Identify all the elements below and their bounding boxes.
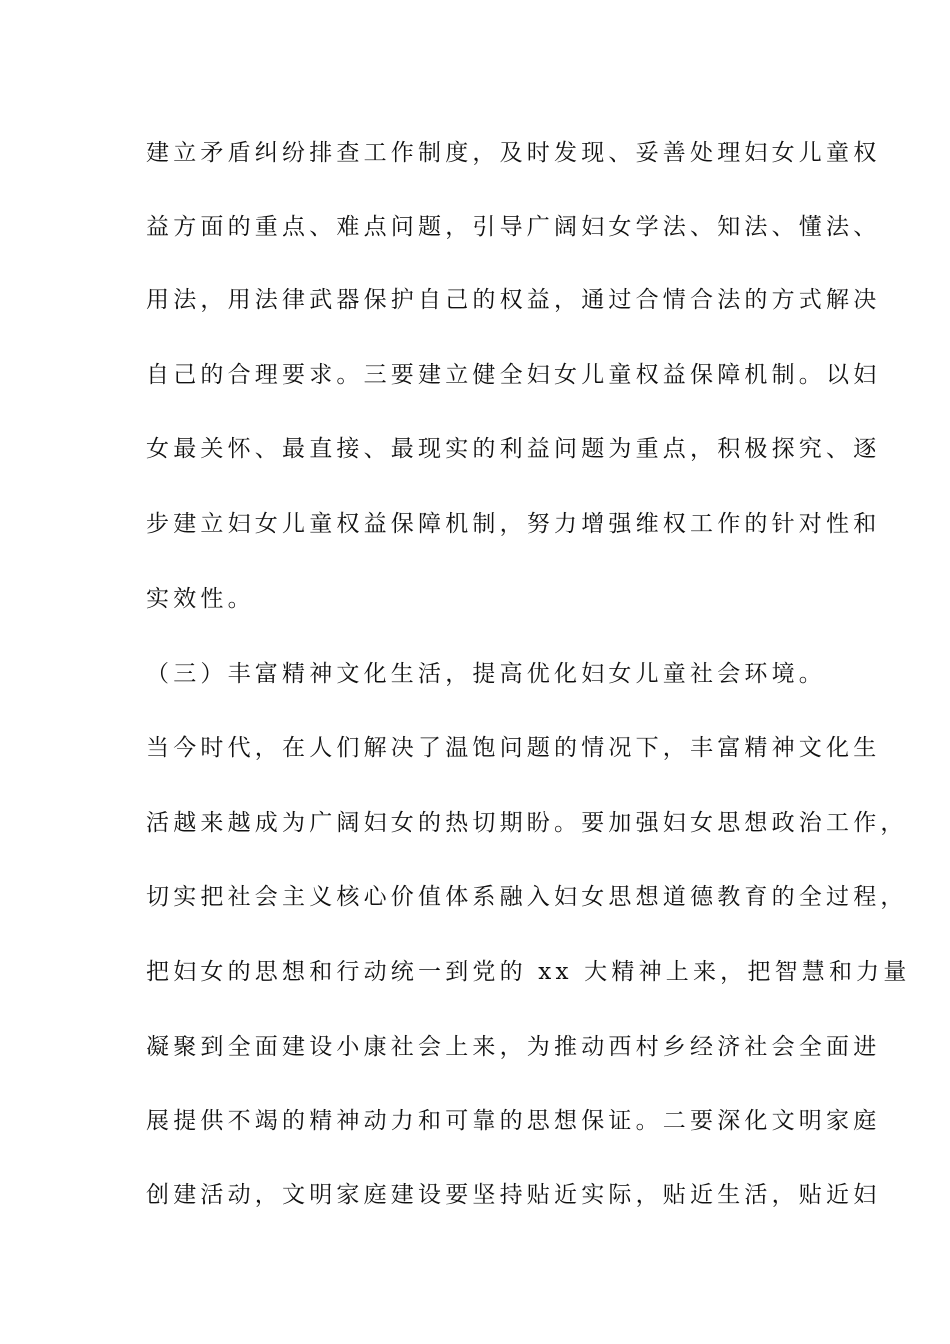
text-line: 用法，用法律武器保护自己的权益，通过合情合法的方式解决 — [146, 287, 881, 313]
text-line: 活越来越成为广阔妇女的热切期盼。要加强妇女思想政治工作， — [146, 810, 908, 836]
text-line: 实效性。 — [146, 586, 255, 612]
text-line: 创建活动，文明家庭建设要坚持贴近实际，贴近生活，贴近妇 — [146, 1182, 881, 1208]
text-line: 自己的合理要求。三要建立健全妇女儿童权益保障机制。以妇 — [146, 362, 881, 388]
text-line: 益方面的重点、难点问题，引导广阔妇女学法、知法、懂法、 — [146, 214, 881, 240]
text-line: 女最关怀、最直接、最现实的利益问题为重点，积极探究、逐 — [146, 436, 881, 462]
text-line: 步建立妇女儿童权益保障机制，努力增强维权工作的针对性和 — [146, 511, 881, 537]
text-line: 当今时代，在人们解决了温饱问题的情况下，丰富精神文化生 — [146, 735, 881, 761]
text-line: 展提供不竭的精神动力和可靠的思想保证。二要深化文明家庭 — [146, 1108, 881, 1134]
text-line: 凝聚到全面建设小康社会上来，为推动西村乡经济社会全面进 — [146, 1034, 881, 1060]
text-line: 把妇女的思想和行动统一到党的 xx 大精神上来，把智慧和力量 — [146, 959, 911, 985]
text-line: 建立矛盾纠纷排查工作制度，及时发现、妥善处理妇女儿童权 — [146, 140, 881, 166]
text-line: 切实把社会主义核心价值体系融入妇女思想道德教育的全过程， — [146, 884, 908, 910]
section-heading: （三）丰富精神文化生活，提高优化妇女儿童社会环境。 — [146, 661, 826, 687]
